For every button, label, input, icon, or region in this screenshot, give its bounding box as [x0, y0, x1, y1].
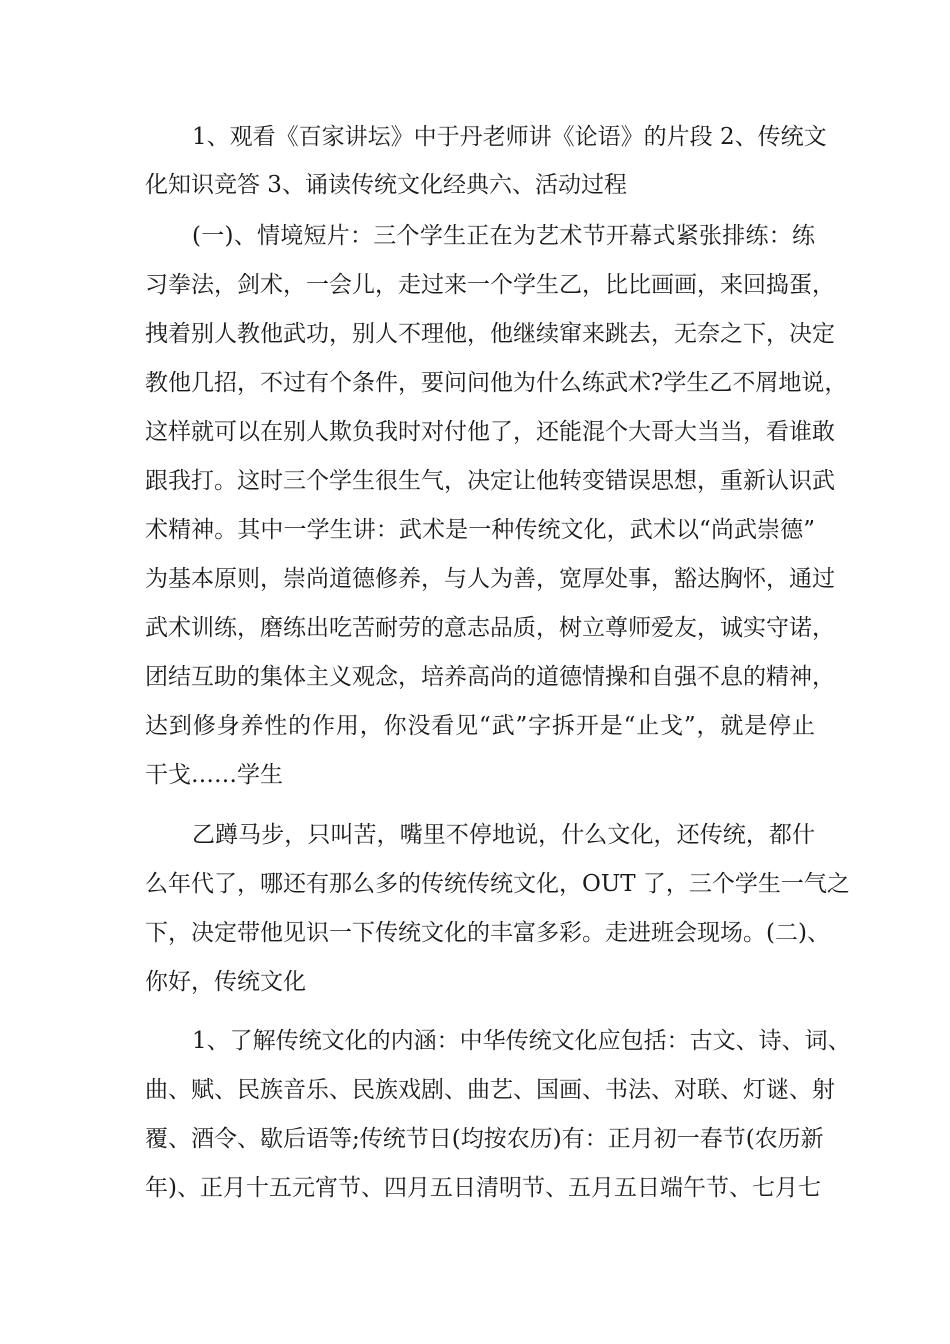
- paragraph-2-line-4: 教他几招，不过有个条件，要问问他为什么练武术?学生乙不屑地说，: [145, 370, 848, 396]
- paragraph-4-line-2: 曲、赋、民族音乐、民族戏剧、曲艺、国画、书法、对联、灯谜、射: [145, 1077, 835, 1103]
- paragraph-4-line-1: 1、了解传统文化的内涵：中华传统文化应包括：古文、诗、词、: [192, 1028, 851, 1054]
- paragraph-2-line-6: 跟我打。这时三个学生很生气，决定让他转变错误思想，重新认识武: [145, 468, 835, 494]
- paragraph-4-line-3: 覆、酒令、歇后语等;传统节日(均按农历)有：正月初一春节(农历新: [145, 1126, 824, 1152]
- paragraph-3-line-1: 乙蹲马步，只叫苦，嘴里不停地说，什么文化，还传统，都什: [192, 822, 815, 848]
- paragraph-2-line-5: 这样就可以在别人欺负我时对付他了，还能混个大哥大当当，看谁敢: [145, 419, 835, 445]
- paragraph-3-line-2: 么年代了，哪还有那么多的传统传统文化，OUT 了，三个学生一气之: [145, 871, 850, 897]
- paragraph-2-line-3: 拽着别人教他武功，别人不理他，他继续窜来跳去，无奈之下，决定: [145, 321, 835, 347]
- paragraph-2-line-10: 团结互助的集体主义观念，培养高尚的道德情操和自强不息的精神，: [145, 664, 835, 690]
- paragraph-4-line-4: 年)、正月十五元宵节、四月五日清明节、五月五日端午节、七月七: [145, 1175, 821, 1201]
- paragraph-2-line-7: 术精神。其中一学生讲：武术是一种传统文化，武术以“尚武崇德”: [145, 517, 815, 543]
- paragraph-1-line-2: 化知识竞答 3、诵读传统文化经典六、活动过程: [145, 172, 627, 198]
- paragraph-2-line-11: 达到修身养性的作用，你没看见“武”字拆开是“止戈”，就是停止: [145, 713, 815, 739]
- paragraph-2-line-8: 为基本原则，崇尚道德修养，与人为善，宽厚处事，豁达胸怀，通过: [145, 566, 835, 592]
- paragraph-1-line-1: 1、观看《百家讲坛》中于丹老师讲《论语》的片段 2、传统文: [192, 124, 827, 150]
- paragraph-2-line-1: (一)、情境短片：三个学生正在为艺术节开幕式紧张排练：练: [192, 223, 815, 249]
- paragraph-2-line-2: 习拳法，剑术，一会儿，走过来一个学生乙，比比画画，来回捣蛋，: [145, 272, 835, 298]
- paragraph-2-line-12: 干戈……学生: [145, 762, 283, 788]
- paragraph-2-line-9: 武术训练，磨练出吃苦耐劳的意志品质，树立尊师爱友，诚实守诺，: [145, 615, 835, 641]
- paragraph-3-line-3: 下，决定带他见识一下传统文化的丰富多彩。走进班会现场。(二)、: [145, 920, 830, 946]
- paragraph-3-line-4: 你好，传统文化: [145, 969, 306, 995]
